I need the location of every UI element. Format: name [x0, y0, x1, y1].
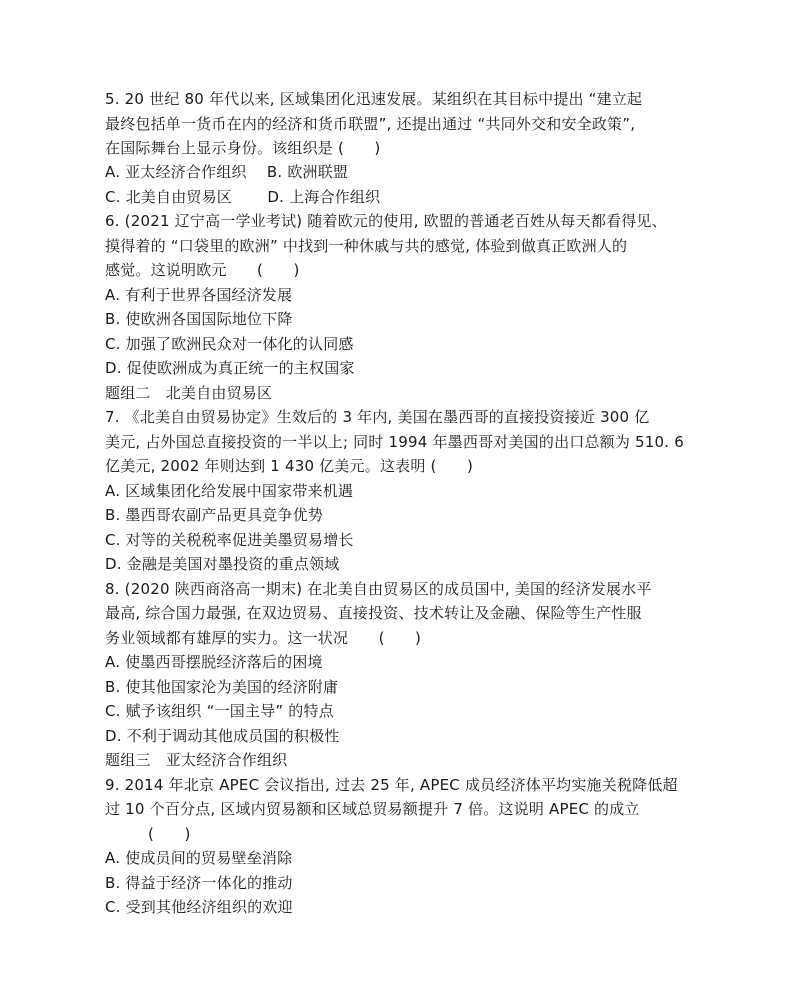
q7-stem-line-1: 7. 《北美自由贸易协定》生效后的 3 年内, 美国在墨西哥的直接投资接近 300 亿 [105, 408, 650, 426]
q7-option-c: C. 对等的关税税率促进美墨贸易增长 [105, 531, 354, 549]
q6-option-c: C. 加强了欧洲民众对一体化的认同感 [105, 335, 354, 353]
q9-option-c: C. 受到其他经济组织的欢迎 [105, 898, 293, 916]
q5-options-ab: A. 亚太经济合作组织 B. 欧洲联盟 [105, 163, 349, 181]
q9-stem-line-1: 9. 2014 年北京 APEC 会议指出, 过去 25 年, APEC 成员经济体平均实施关税降低超 [105, 776, 678, 794]
q7-option-a: A. 区域集团化给发展中国家带来机遇 [105, 482, 354, 500]
q6-option-a: A. 有利于世界各国经济发展 [105, 286, 293, 304]
q6-stem-line-1: 6. (2021 辽宁高一学业考试) 随着欧元的使用, 欧盟的普通老百姓从每天都看得见、 [105, 212, 667, 230]
q9-answer-blank: ( ) [148, 825, 191, 843]
q5-options-cd: C. 北美自由贸易区 D. 上海合作组织 [105, 188, 381, 206]
q7-option-d: D. 金融是美国对墨投资的重点领域 [105, 555, 340, 573]
q6-stem-line-2: 摸得着的 “口袋里的欧洲” 中找到一种休戚与共的感觉, 体验到做真正欧洲人的 [105, 237, 628, 255]
q8-stem-line-3: 务业领域都有雄厚的实力。这一状况 ( ) [105, 629, 422, 647]
q8-option-c: C. 赋予该组织 “一国主导” 的特点 [105, 702, 334, 720]
q8-stem-line-1: 8. (2020 陕西商洛高一期末) 在北美自由贸易区的成员国中, 美国的经济发展水平 [105, 580, 652, 598]
q5-stem-line-2: 最终包括单一货币在内的经济和货币联盟”, 还提出通过 “共同外交和安全政策”, [105, 115, 636, 133]
q5-stem-line-1: 5. 20 世纪 80 年代以来, 区域集团化迅速发展。某组织在其目标中提出 “建立起 [105, 90, 643, 108]
q6-stem-line-3: 感觉。这说明欧元 ( ) [105, 261, 300, 279]
q8-option-b: B. 使其他国家沦为美国的经济附庸 [105, 678, 339, 696]
section-heading-3: 题组三 亚太经济合作组织 [105, 751, 288, 769]
q8-option-d: D. 不利于调动其他成员国的积极性 [105, 727, 340, 745]
q6-option-d: D. 促使欧洲成为真正统一的主权国家 [105, 359, 355, 377]
q7-stem-line-3: 亿美元, 2002 年则达到 1 430 亿美元。这表明 ( ) [105, 457, 474, 475]
q9-stem-line-2: 过 10 个百分点, 区域内贸易额和区域总贸易额提升 7 倍。这说明 APEC 的成立 [105, 800, 640, 818]
q5-stem-line-3: 在国际舞台上显示身份。该组织是 ( ) [105, 139, 381, 157]
q6-option-b: B. 使欧洲各国国际地位下降 [105, 310, 293, 328]
q7-option-b: B. 墨西哥农副产品更具竞争优势 [105, 506, 324, 524]
q9-option-a: A. 使成员间的贸易壁垒消除 [105, 849, 293, 867]
q7-stem-line-2: 美元, 占外国总直接投资的一半以上; 同时 1994 年墨西哥对美国的出口总额为 510. 6 [105, 433, 684, 451]
q8-option-a: A. 使墨西哥摆脱经济落后的困境 [105, 653, 323, 671]
q9-option-b: B. 得益于经济一体化的推动 [105, 874, 293, 892]
q8-stem-line-2: 最高, 综合国力最强, 在双边贸易、直接投资、技术转让及金融、保险等生产性服 [105, 604, 642, 622]
section-heading-2: 题组二 北美自由贸易区 [105, 384, 273, 402]
